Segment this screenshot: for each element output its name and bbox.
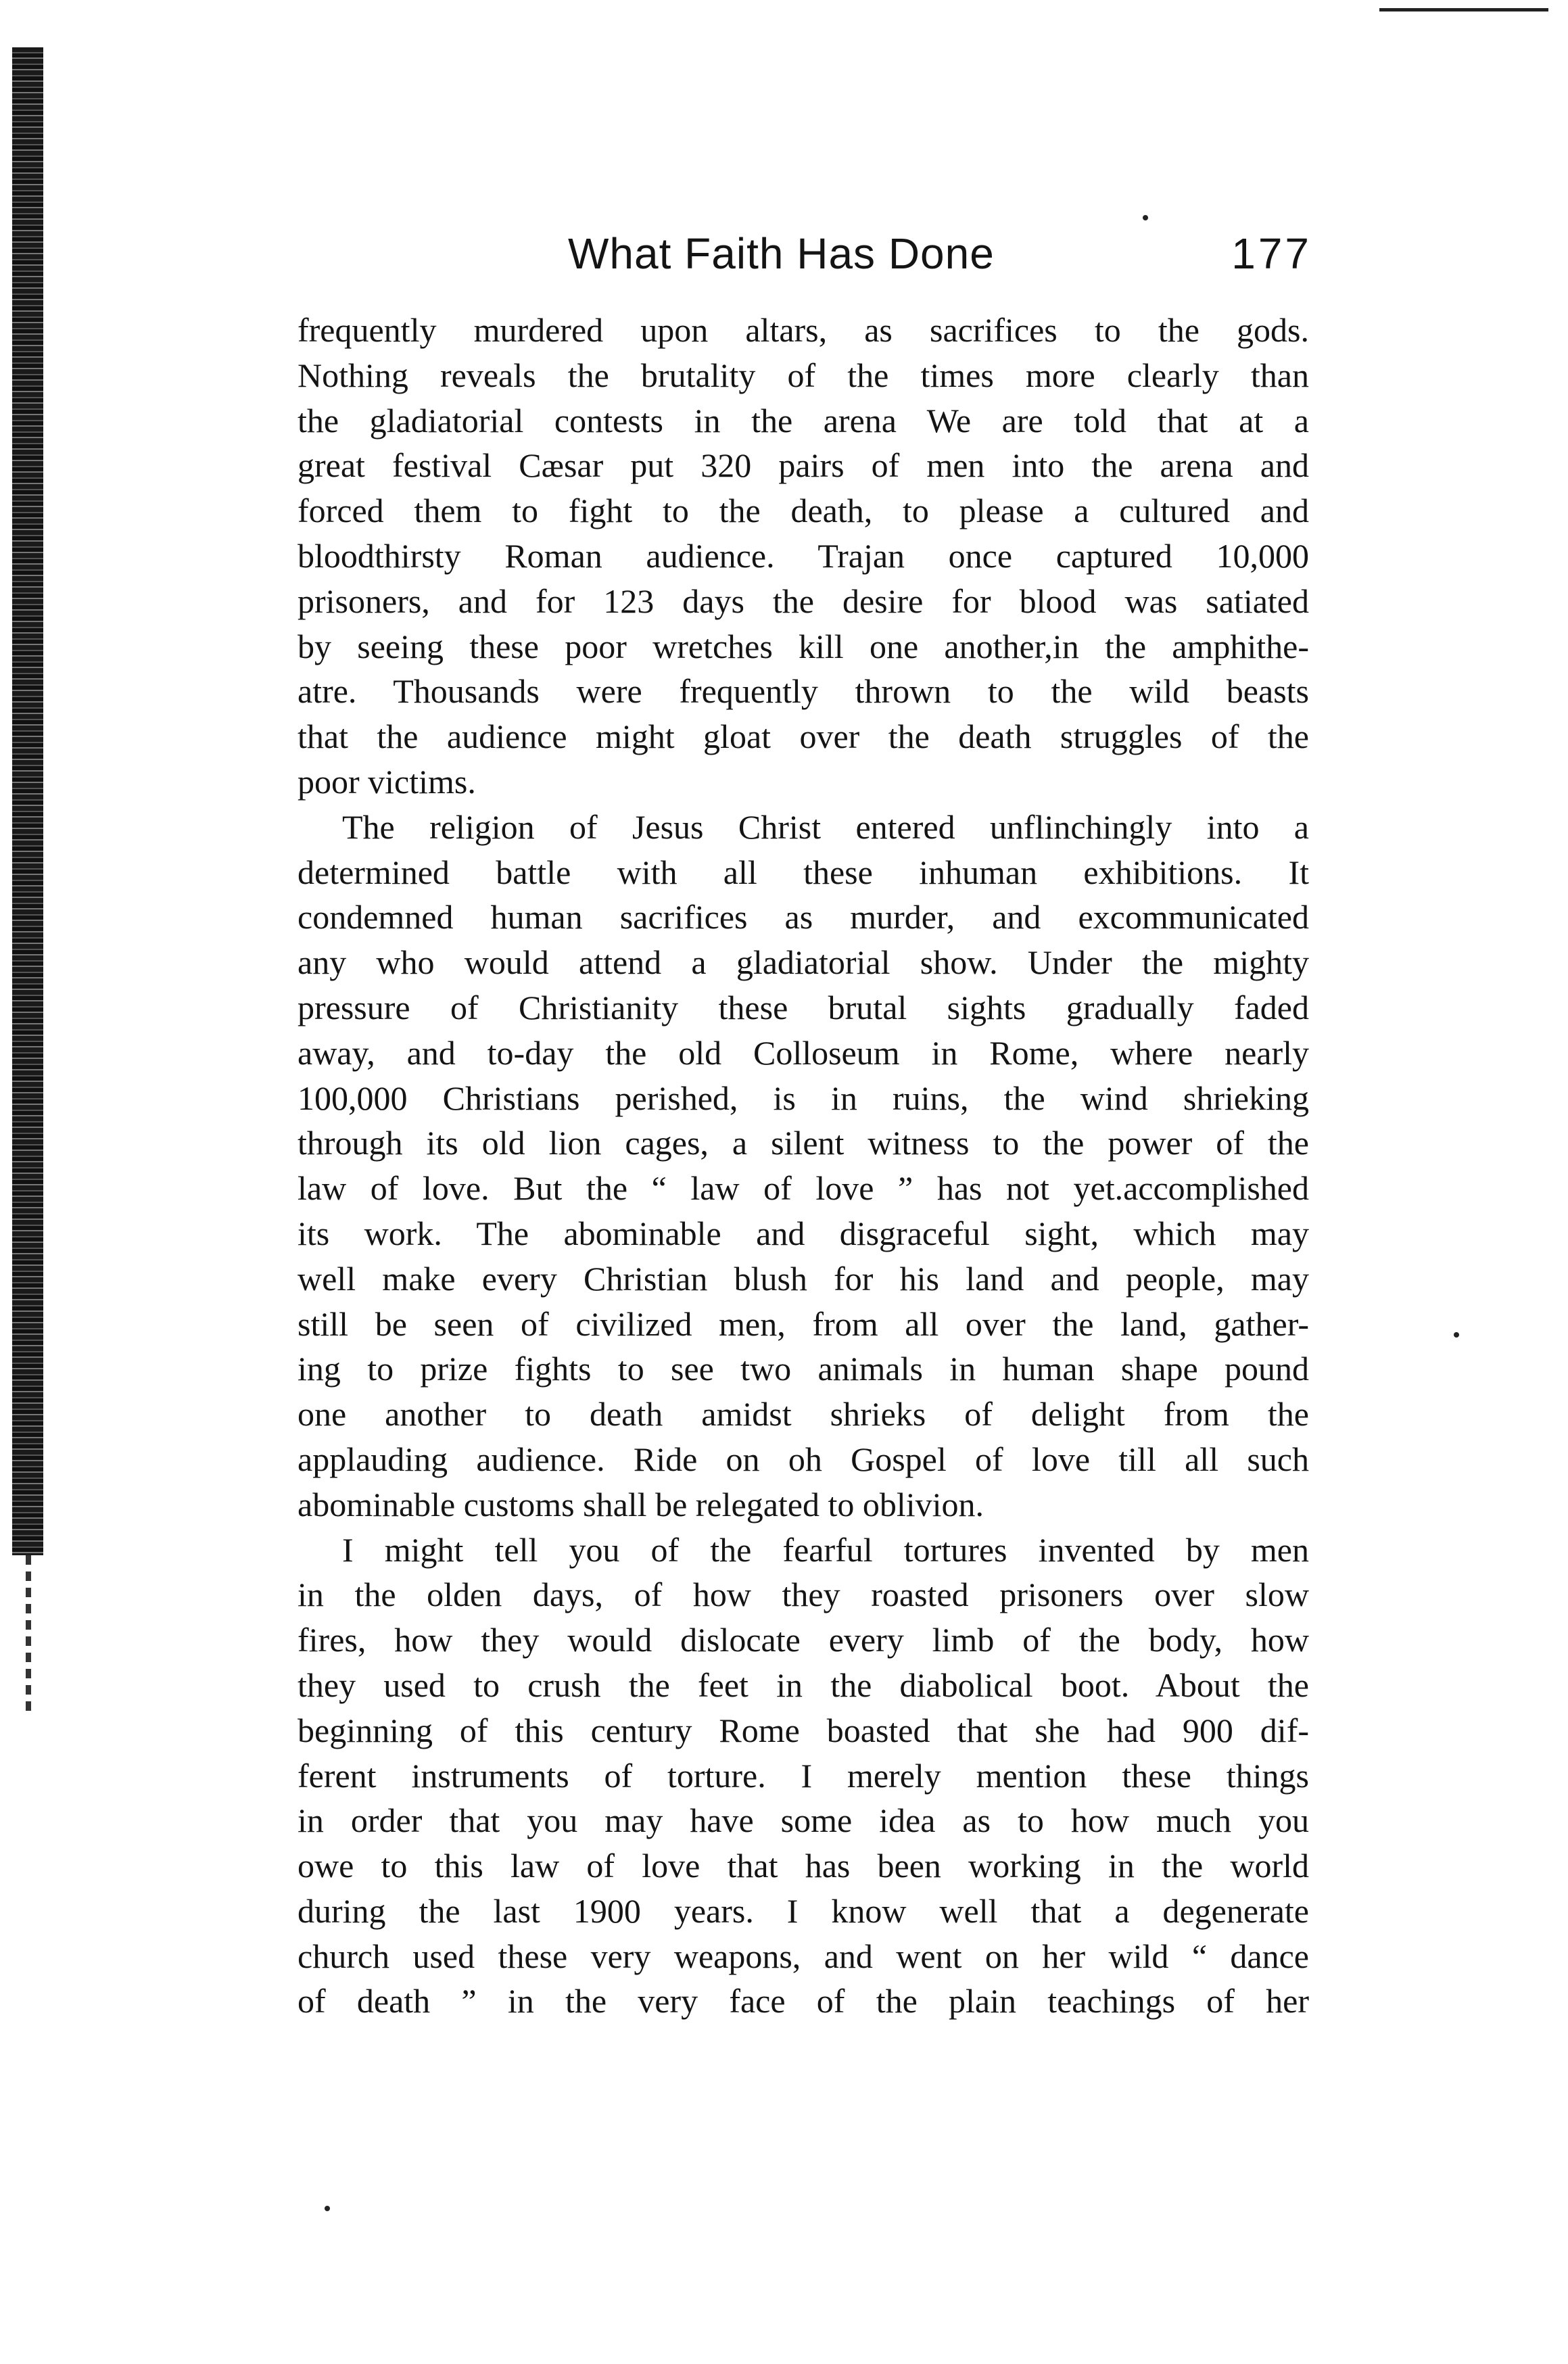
text-line: well make every Christian blush for his land and people, may [298,1259,1309,1298]
text-line: condemned human sacrifices as murder, and excommunicated [298,898,1309,937]
text-line: that the audience might gloat over the death struggles of the [298,717,1309,756]
ink-speck [1143,215,1148,220]
running-head [298,229,1312,296]
text-line: beginning of this century Rome boasted that she had 900 dif- [298,1711,1309,1749]
body-text [298,308,1309,2024]
text-line: owe to this law of love that has been working in the world [298,1847,1309,1885]
running-title: What Faith Has Done [568,229,995,278]
text-line: church used these very weapons, and went on her wild “ dance [298,1937,1309,1975]
text-line: through its old lion cages, a silent witness to the power of the [298,1124,1309,1162]
text-line: ing to prize fights to see two animals in human shape pound [298,1350,1309,1388]
text-line: applauding audience. Ride on oh Gospel of love till all such [298,1440,1309,1478]
text-line: during the last 1900 years. I know well that a degenerate [298,1891,1309,1930]
text-line: great festival Cæsar put 320 pairs of men into the arena and [298,446,1309,485]
text-line: frequently murdered upon altars, as sacrifices to the gods. [298,311,1309,349]
text-line: they used to crush the feet in the diabolical boot. About the [298,1665,1309,1704]
text-line: bloodthirsty Roman audience. Trajan once captured 10,000 [298,536,1309,575]
text-line: determined battle with all these inhuman exhibitions. It [298,853,1309,891]
text-line: fires, how they would dislocate every limb of the body, how [298,1621,1309,1659]
text-line: one another to death amidst shrieks of delight from the [298,1395,1309,1434]
scan-edge-rule [1379,8,1548,11]
text-line: any who would attend a gladiatorial show. Under the mighty [298,943,1309,982]
text-line: still be seen of civilized men, from all over the land, gather- [298,1304,1309,1343]
text-line: away, and to-day the old Colloseum in Rome, where nearly [298,1033,1309,1072]
text-line: The religion of Jesus Christ entered unflinchingly into a [342,807,1309,846]
page-number: 177 [1231,229,1312,278]
ink-speck [325,2206,330,2211]
page-binding-tail [26,1555,31,1711]
text-line: of death ” in the very face of the plain teachings of her [298,1982,1309,2020]
text-line: in order that you may have some idea as to how much you [298,1801,1309,1840]
page-binding-edge [12,47,43,1555]
text-line: by seeing these poor wretches kill one another,in the amphithe- [298,627,1309,665]
text-line: poor victims. [298,762,476,801]
text-line: abominable customs shall be relegated to oblivion. [298,1485,984,1523]
text-line: its work. The abominable and disgraceful sight, which may [298,1214,1309,1252]
text-line: the gladiatorial contests in the arena We are told that at a [298,401,1309,440]
text-line: in the olden days, of how they roasted prisoners over slow [298,1576,1309,1614]
text-line: atre. Thousands were frequently thrown to the wild beasts [298,672,1309,711]
text-line: pressure of Christianity these brutal sights gradually faded [298,988,1309,1026]
text-line: 100,000 Christians perished, is in ruins, the wind shrieking [298,1079,1309,1117]
ink-speck [1454,1332,1459,1338]
text-line: prisoners, and for 123 days the desire for blood was satiated [298,582,1309,620]
text-line: Nothing reveals the brutality of the times more clearly than [298,356,1309,394]
text-line: I might tell you of the fearful tortures invented by men [342,1530,1309,1569]
text-line: ferent instruments of torture. I merely mention these things [298,1756,1309,1795]
text-line: forced them to fight to the death, to please a cultured and [298,492,1309,530]
text-line: law of love. But the “ law of love ” has not yet.accomplished [298,1169,1309,1208]
